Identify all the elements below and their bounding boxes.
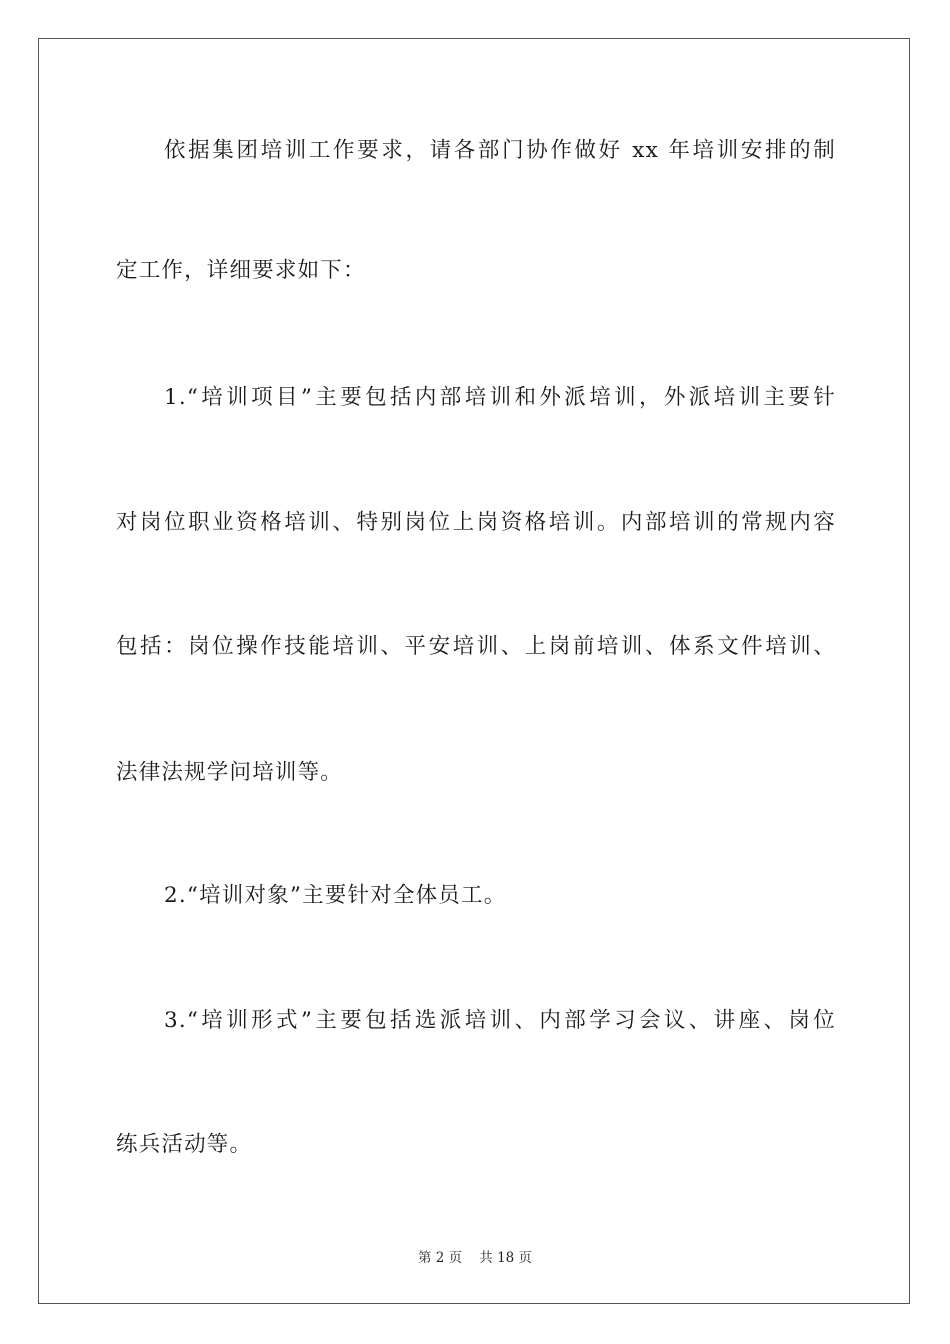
paragraph-line: 依据集团培训工作要求，请各部门协作做好 xx 年培训安排的制 — [164, 138, 836, 163]
paragraph-line: 包括：岗位操作技能培训、平安培训、上岗前培训、体系文件培训、 — [116, 634, 836, 659]
page-border — [38, 38, 910, 1304]
paragraph-line: 练兵活动等。 — [116, 1132, 253, 1157]
paragraph-line: 定工作，详细要求如下： — [116, 258, 366, 283]
paragraph-line: 3.“培训形式”主要包括选派培训、内部学习会议、讲座、岗位 — [164, 1008, 836, 1033]
paragraph-line: 1.“培训项目”主要包括内部培训和外派培训，外派培训主要针 — [164, 385, 836, 410]
paragraph-line: 法律法规学问培训等。 — [116, 760, 344, 785]
page-number-footer: 第 2 页 共 18 页 — [417, 1250, 533, 1266]
paragraph-line: 2.“培训对象”主要针对全体员工。 — [164, 883, 507, 908]
paragraph-line: 对岗位职业资格培训、特别岗位上岗资格培训。内部培训的常规内容 — [116, 510, 836, 535]
